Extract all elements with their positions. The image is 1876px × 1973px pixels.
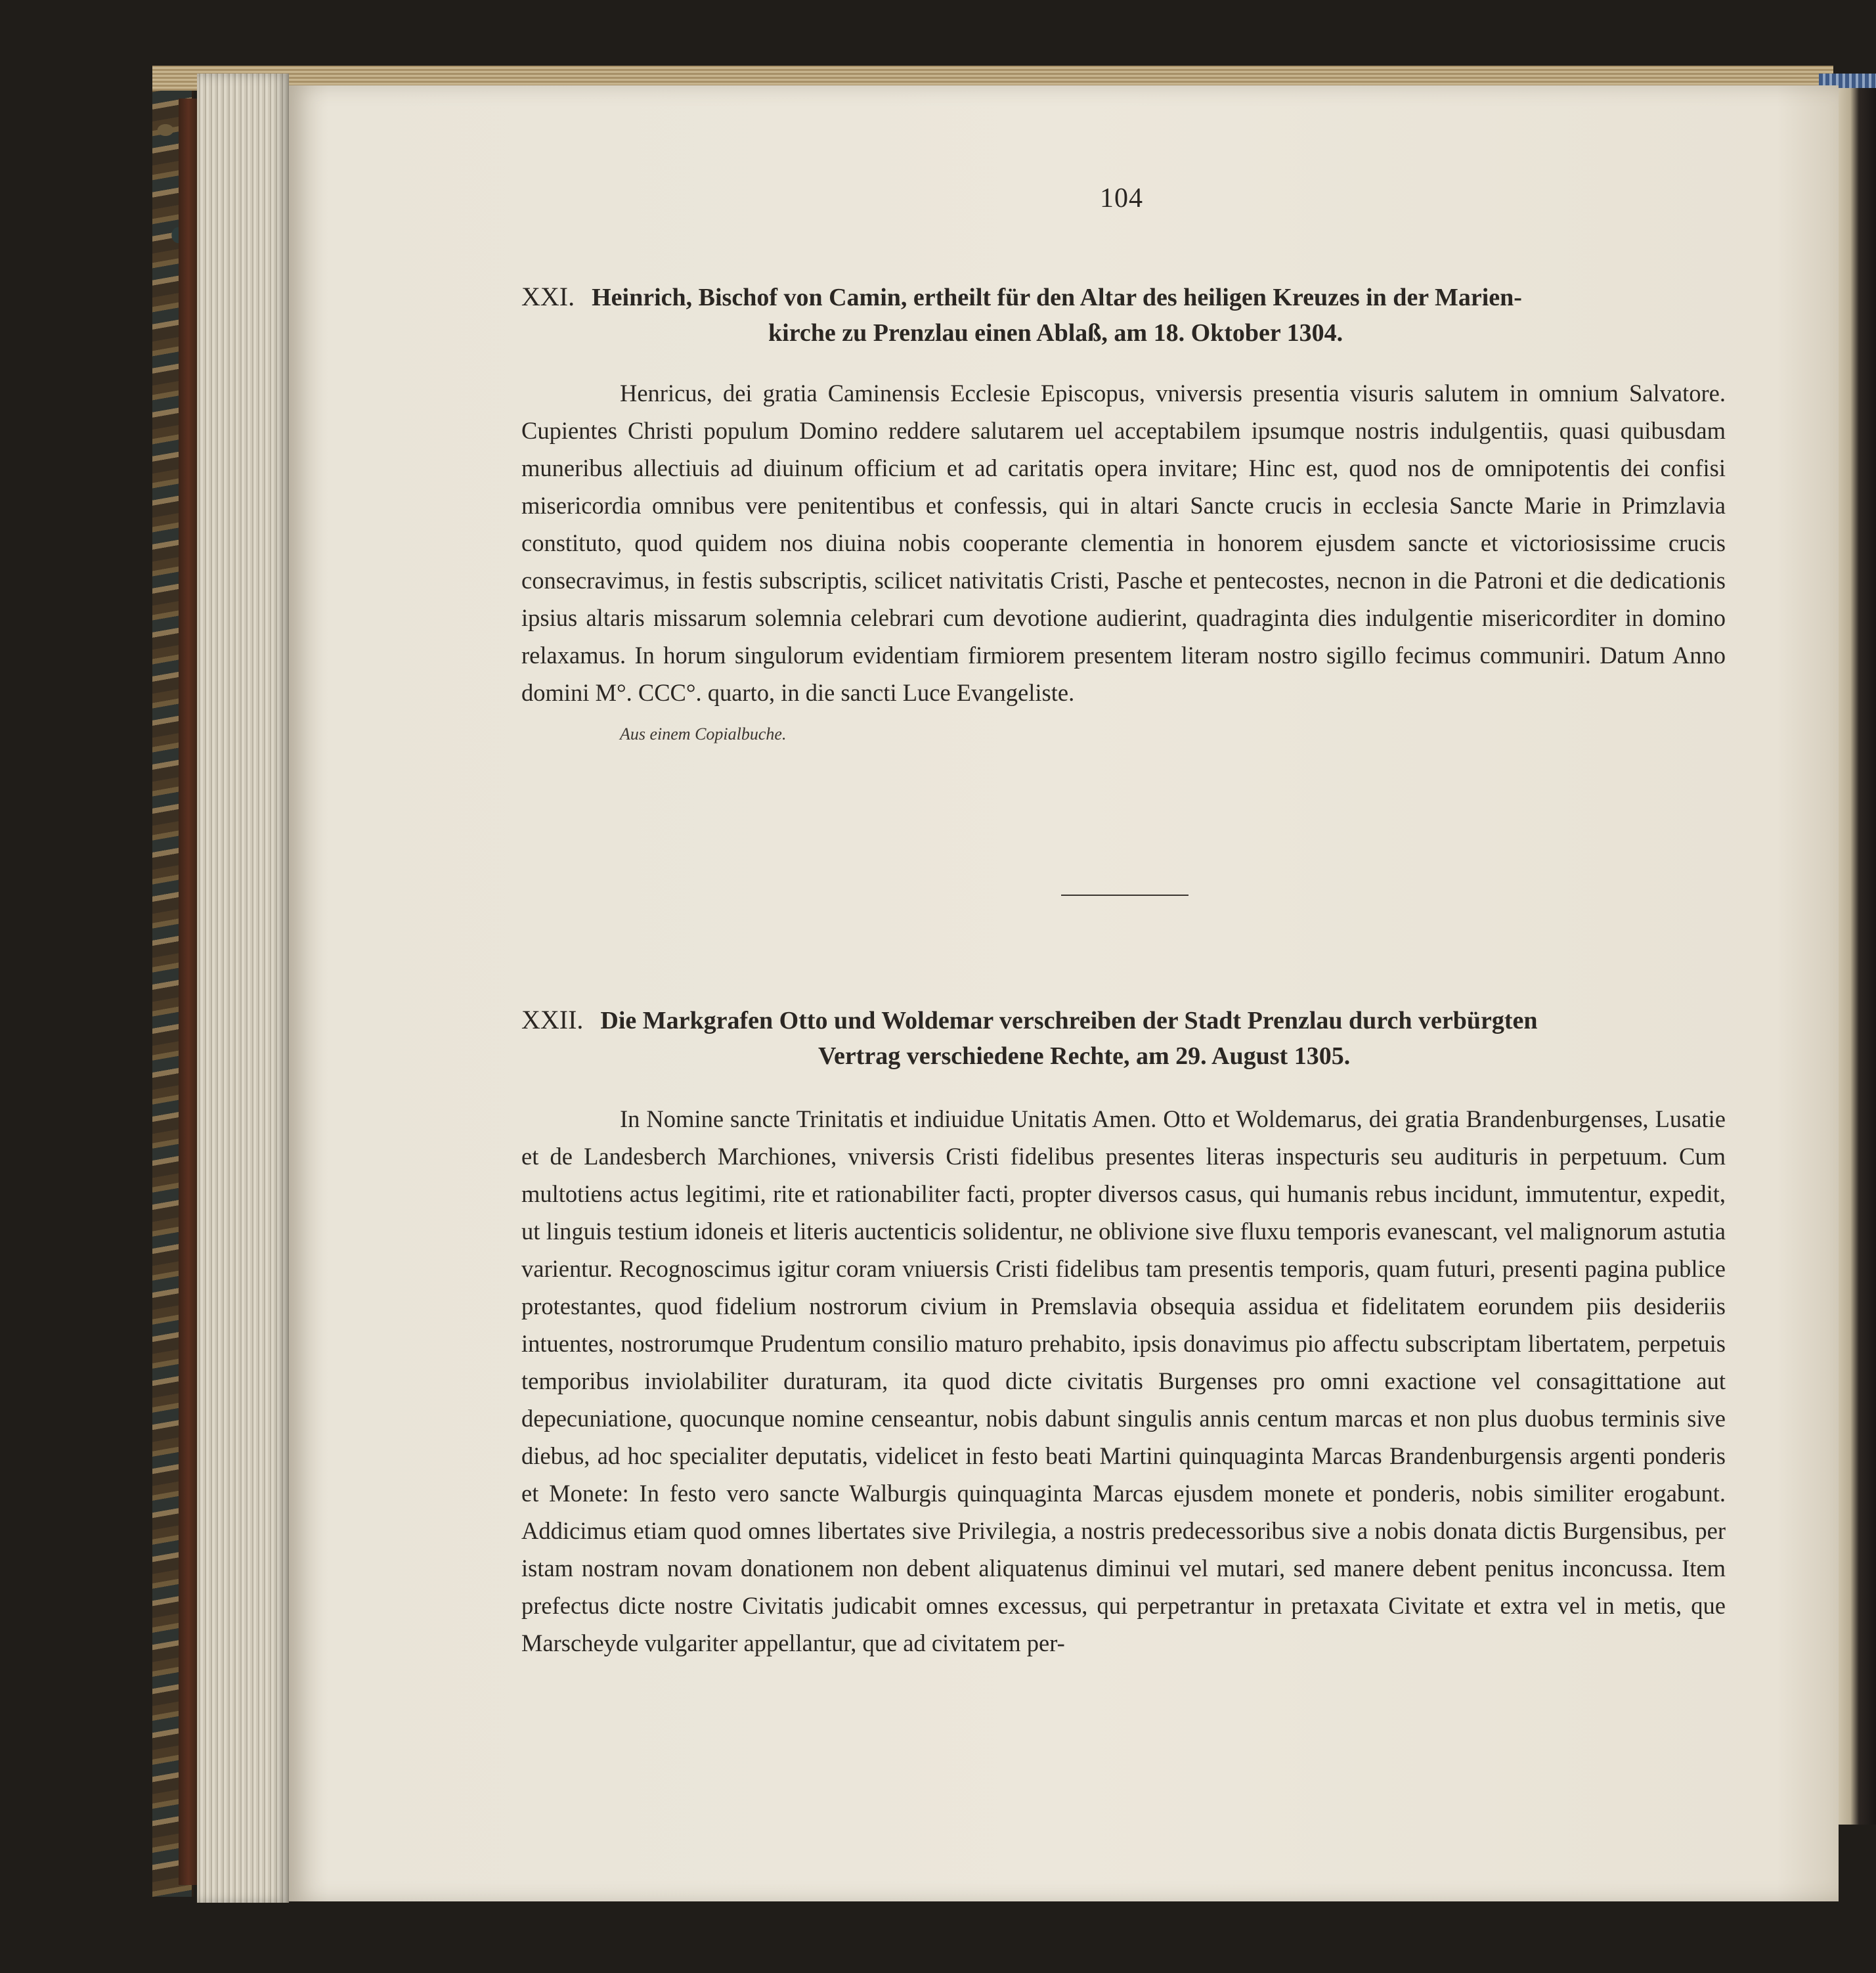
page-number: 104 [1100, 183, 1143, 213]
right-cover-edge [1833, 78, 1876, 1825]
heading-line-2: kirche zu Prenzlau einen Ablaß, am 18. Oktober 1304. [768, 319, 1343, 347]
section-heading [521, 1002, 1726, 1074]
heading-line-1: Die Markgrafen Otto und Woldemar verschreiben der Stadt Prenzlau durch verbürgten [600, 1007, 1538, 1034]
cover-binding [179, 99, 198, 1885]
section-divider [1061, 895, 1189, 896]
heading-line-2: Vertrag verschiedene Rechte, am 29. August 1305. [818, 1042, 1351, 1070]
page-edge-stack [197, 74, 289, 1903]
charter-text: Henricus, dei gratia Caminensis Ecclesie Episcopus, vniversis presentia visuris salutem in omnium Salvatore. Cupientes Christi populum Domino reddere salutarem uel acceptabilem ipsumque nostris indulgentiis, quasi quibusdam muneribus allectiuis ad diuinum officium et ad caritatis opera invitare; Hinc est, quod nos de omnipotentis dei confisi misericordia omnibus vere penitentibus et confessis, qui in altari Sancte crucis in ecclesia Sancte Marie in Primzlavia constituto, quod quidem nos diuina nobis cooperante clementia in honorem ejusdem sancte et victoriosissime crucis consecravimus, in festis subscriptis, scilicet nativitatis Cristi, Pasche et pentecostes, necnon in die Patroni et die dedicationis ipsius altaris missarum solemnia celebrari cum devotione audierint, quadraginta dies indulgentie misericorditer in domino relaxamus. In horum singulorum evidentiam firmiorem presentem literam nostro sigillo fecimus communiri. Datum Anno domini M°. CCC°. quarto, in die sancti Luce Evangeliste. [521, 380, 1726, 706]
section-xxi [521, 279, 1726, 744]
charter-text: In Nomine sancte Trinitatis et indiuidue Unitatis Amen. Otto et Woldemarus, dei gratia Brandenburgenses, Lusatie et de Landesberch Marchiones, vniversis Cristi fidelibus presentes literas inspecturis seu audituris in perpetuum. Cum multotiens actus legitimi, rite et rationabiliter facti, propter diversos casus, qui humanis rebus incidunt, immutentur, expedit, ut linguis testium idoneis et literis auctenticis solidentur, ne oblivione sive fluxu temporis evanescant, vel malignorum astutia varientur. Recognoscimus igitur coram vniuersis Cristi fidelibus tam presentis temporis, quam futuri, presenti pagina publice protestantes, quod fidelium nostrorum civium in Premslavia obsequia assidua et fidelitatem eorundem piis desideriis intuentes, nostrorumque Prudentum consilio maturo prehabito, ipsis donavimus pio affectu subscriptam libertatem, perpetuis temporibus inviolabiliter duraturam, ita quod dicte civitatis Burgenses pro omni exactione vel consagittatione aut depecuniatione, quocunque nomine censeantur, nobis dabunt singulis annis centum marcas et non plus duobus terminis sive diebus, ad hoc specialiter deputatis, videlicet in festo beati Martini quinquaginta Marcas Brandenburgensis argenti ponderis et Monete: In festo vero sancte Walburgis quinquaginta Marcas ejusdem monete et ponderis, nobis similiter erogabunt. Addicimus etiam quod omnes libertates sive Privilegia, a nostris predecessoribus sive a nobis donata dictis Burgensibus, per istam nostram novam donationem non debent aliquatenus diminui vel mutari, sed manere debent penitus inconcussa. Item prefectus dicte nostre Civitatis judicabit omnes excessus, qui perpetrantur in pretaxata Civitate et extra vel in metis, que Marscheyde vulgariter appellantur, que ad civitatem per- [521, 1105, 1726, 1656]
section-xxii [521, 1002, 1726, 1662]
section-number: XXII. [521, 1005, 584, 1034]
source-note: Aus einem Copialbuche. [620, 724, 787, 743]
heading-line-1: Heinrich, Bischof von Camin, ertheilt für den Altar des heiligen Kreuzes in der Marien- [592, 284, 1522, 311]
section-heading [521, 279, 1726, 351]
section-number: XXI. [521, 282, 575, 311]
